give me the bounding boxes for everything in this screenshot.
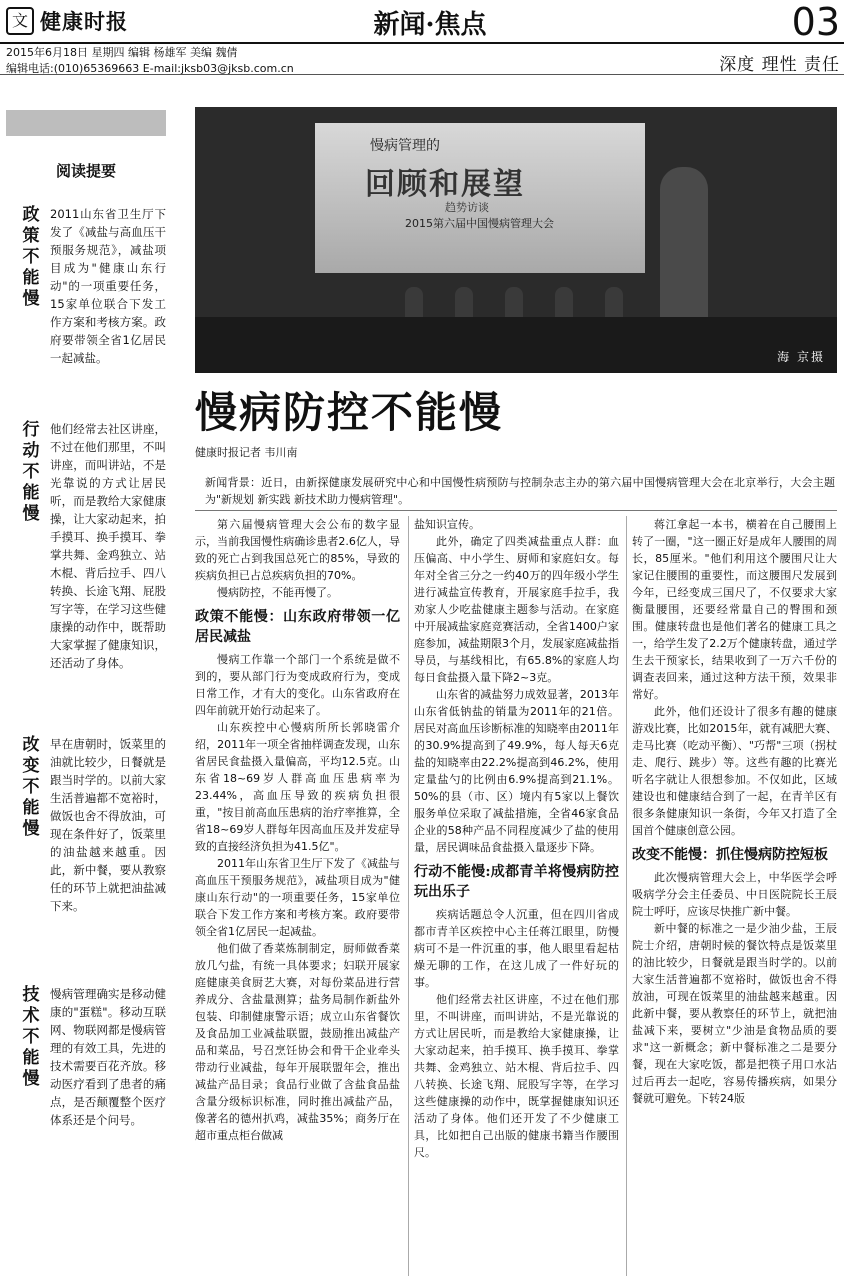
paragraph: 慢病工作靠一个部门一个系统是做不到的，要从部门行为变成政府行为，变成日常工作，才有大的变化。山东省政府在四年前就开始行动起来了。 xyxy=(195,653,400,717)
page-number: 03 xyxy=(791,0,840,44)
issue-info: 2015年6月18日 星期四 编辑 杨雄军 美编 魏倩 xyxy=(6,46,238,59)
sidebar-top-band xyxy=(6,110,166,136)
article-column-1 xyxy=(195,516,400,1144)
screen-text: 慢病管理的 xyxy=(370,138,440,154)
subheading: 改变不能慢：抓住慢病防控短板 xyxy=(632,847,828,863)
tip-title: 改变不能慢 xyxy=(22,735,40,839)
paragraph: 山东疾控中心慢病所所长郭晓雷介绍，2011年一项全省抽样调查发现，山东省居民食盐摄入量偏高，平均12.5克。山东省18~69岁人群高血压患病率为23.44%，高血压导致的疾病负担很重，"按目前高血压患病的治疗率推算，全省18~69岁人群每年因高血压及并发症导致的直接经济负担为41.5亿"。 xyxy=(195,721,400,853)
tip-body: 慢病管理确实是移动健康的"蛋糕"。移动互联网、物联网都是慢病管理的有效工具，先进的技术需要百花齐放。移动医疗看到了患者的痛点，是否颠覆整个医疗体系还是个问号。 xyxy=(50,987,166,1127)
paragraph: 他们经常去社区讲座，不过在他们那里，不叫讲座，而叫讲站，不是光靠说的方式让居民听，而是教给大家健康操，让大家动起来，拍手摸耳、换手摸耳、拳掌共舞、金鸡独立、站木棍、背后拉手、四八转换、长途飞翔、屁股写字等，在学习这些健康操的动作中，既掌握健康知识还活动了身体。他们还开发了不少健康工具，比如把自己出版的健康书籍当作腰围尺。 xyxy=(414,993,619,1159)
article-column-2 xyxy=(414,516,619,1161)
tip-change xyxy=(6,735,166,965)
paragraph: 慢病防控，不能再慢了。 xyxy=(217,586,338,599)
contact-info: 编辑电话:(010)65369663 E-mail:jksb03@jksb.com.cn xyxy=(6,62,294,75)
background-rule xyxy=(195,510,837,511)
screen-event-name: 2015第六届中国慢病管理大会 xyxy=(405,217,554,230)
paragraph: 蒋江拿起一本书，横着在自己腰围上转了一圈，"这一圈正好是成年人腰围的周长，85厘米。"他们利用这个腰围尺让大家记住腰围的重要性，而这腰围尺发展到今年，已经变成三国尺了，不仅要求大家衡量腰围，还要经常量自己的臀围和颈围。健康转盘也是他们著名的健康工具之一，给学生发了2.2万个健康转盘，通过学生去干预家长，结果收到了一万六千份的调查表回来，通过这种方法干预，效果非常好。 xyxy=(632,518,837,701)
paragraph: 新中餐的标准之一是少油少盐，王辰院士介绍，唐朝时候的餐饮特点是饭菜里的油比较少，日餐就是跟当时学的。以前大家生活普遍都不宽裕时，做饭也舍不得放油，可现在饭菜里的油盐越来越重。因此新中餐，要从教察任的环节上，就把油盐减下来，要树立"少油是食物品质的要求"这一新概念；新中餐标准之二是要分餐，现在大家吃饭，都是把筷子用口水沾过后再去一起吃，容易传播疾病，如果分餐就可避免。下转24版 xyxy=(632,922,837,1105)
news-background: 新闻背景：近日，由新探健康发展研究中心和中国慢性病预防与控制杂志主办的第六届中国慢病管理大会在北京举行，大会主题为"新规划 新实践 新技术助力慢病管理"。 xyxy=(205,476,835,506)
paragraph: 盐知识宣传。 xyxy=(414,518,480,531)
speaker-figure xyxy=(660,167,708,327)
paragraph: 2011年山东省卫生厅下发了《减盐与高血压干预服务规范》，减盐项目成为"健康山东行动"的一项重要任务，15家单位联合下发工作方案和考核方案。政府要带领全省1亿居民一起减盐。 xyxy=(195,857,400,938)
paragraph: 此次慢病管理大会上，中华医学会呼吸病学分会主任委员、中日医院院长王辰院士呼吁，应该尽快推广新中餐。 xyxy=(632,871,837,918)
tip-title: 技术不能慢 xyxy=(22,985,40,1089)
paragraph: 第六届慢病管理大会公布的数字显示，当前我国慢性病确诊患者2.6亿人，导致的死亡占到我国总死亡的85%，导致的疾病负担已占总疾病负担的70%。 xyxy=(195,518,400,582)
tip-title: 政策不能慢 xyxy=(22,205,40,309)
tip-policy xyxy=(6,205,166,395)
masthead-logo xyxy=(6,4,156,38)
subheading: 行动不能慢:成都青羊将慢病防控玩出乐子 xyxy=(414,864,619,900)
header-rule xyxy=(0,42,844,44)
tip-body: 早在唐朝时，饭菜里的油就比较少，日餐就是跟当时学的。以前大家生活普遍都不宽裕时，做饭也舍不得放油，可现在条件好了，饭菜里的油盐越来越重。因此，新中餐，要从教察任的环节上就把油盐减下来。 xyxy=(50,737,166,913)
tip-body: 2011山东省卫生厅下发了《减盐与高血压干预服务规范》，减盐项目成为"健康山东行动"的一项重要任务，15家单位联合下发工作方案和考核方案。政府要带领全省1亿居民一起减盐。 xyxy=(50,207,166,365)
paragraph: 疾病话题总令人沉重，但在四川省成都市青羊区疾控中心主任蒋江眼里，防慢病可不是一件沉重的事，他人眼里看起枯燥无聊的工作，在这儿成了一件好玩的事。 xyxy=(414,908,619,989)
column-divider xyxy=(626,516,627,1276)
tip-action xyxy=(6,420,166,720)
article-column-3 xyxy=(632,516,837,1107)
article-byline: 健康时报记者 韦川南 xyxy=(195,446,298,459)
reading-tips-heading: 阅读提要 xyxy=(55,162,116,180)
paragraph: 此外，他们还设计了很多有趣的健康游戏比赛，比如2015年，就有减肥大赛、走马比赛（吃动平衡）、"巧帮"三项（拐杖走、爬行、跳步）等。这些有趣的比赛光听名字就让人很想参加。不仅如此，区域建设也和健康结合到了一起，在青羊区有很多条健康知识一条街，今年又打造了全国首个健康创意公园。 xyxy=(632,705,837,837)
screen-subtitle: 趋势访谈 xyxy=(445,201,489,214)
logo-text: 健康时报 xyxy=(40,9,128,34)
header-bottom-rule xyxy=(0,74,844,75)
paragraph: 他们做了香菜炼制制定，厨师做香菜放几勺盐，有统一具体要求；妇联开展家庭健康美食厨艺大赛，对每份菜品进行营养成分、含盐量测算；盐务局制作新盐外包装、印制健康警示语；成立山东省餐饮及食品加工业减盐联盟，鼓励推出减盐产品和菜品，号召烹饪协会和骨干企业牵头带动行业减盐，每年开展联盟年会，推出减盐产品目录；食品行业做了含盐食品盐含量分级标识标准，同时推出减盐产品，像著名的德州扒鸡，减盐35%；商务厅在超市重点柜台做减 xyxy=(195,942,400,1142)
header-info xyxy=(6,45,294,77)
logo-icon: 文 xyxy=(6,7,34,35)
subheading: 政策不能慢：山东政府带领一亿居民减盐 xyxy=(195,609,400,645)
paragraph: 山东省的减盐努力成效显著，2013年山东省低钠盐的销量为2011年的21倍。居民对高血压诊断标准的知晓率由2011年的30.9%提高到了49.9%，每人每天6克盐的知晓率由22.2%提高到46.2%，使用定量盐勺的比例由6.9%提高到21.1%。50%的县（市、区）境内有5家以上餐饮服务单位采取了减盐措施，全省46家食品企业的58种产品不同程度减少了盐的使用量，居民调味品食盐摄入量逐步下降。 xyxy=(414,688,619,854)
article-headline: 慢病防控不能慢 xyxy=(195,388,504,437)
stage-floor xyxy=(195,317,837,373)
photo-credit: 海 京摄 xyxy=(777,350,825,364)
slogan: 深度 理性 责任 xyxy=(719,55,840,75)
tip-body: 他们经常去社区讲座，不过在他们那里，不叫讲座，而叫讲站，不是光靠说的方式让居民听，而是教给大家健康操，让大家动起来，拍手摸耳、换手摸耳、拳掌共舞、金鸡独立、站木棍、背后拉手、四八转换、长途飞翔、屁股写字等，在学习这些健康操的动作中，既帮助大家掌握了健康知识，还活动了身体。 xyxy=(50,422,166,670)
tip-tech xyxy=(6,985,166,1235)
paragraph: 此外，确定了四类减盐重点人群：血压偏高、中小学生、厨师和家庭妇女。每年对全省三分之一约40万的四年级小学生进行减盐宣传教育，开展家庭手拉手，我劝家人少吃盐健康主题参与活动。在家庭中开展减盐家庭竞赛活动，全省1400户家庭参加，减盐期限3个月，发展家庭减盐指导员，与基线相比，有65.8%的家庭人均每日食盐摄入量下降2~3克。 xyxy=(414,535,619,684)
column-divider xyxy=(408,516,409,1276)
screen-title: 回顾和展望 xyxy=(365,167,525,202)
tip-title: 行动不能慢 xyxy=(22,420,40,524)
section-title: 新闻·焦点 xyxy=(373,10,487,40)
conference-photo xyxy=(195,107,837,373)
